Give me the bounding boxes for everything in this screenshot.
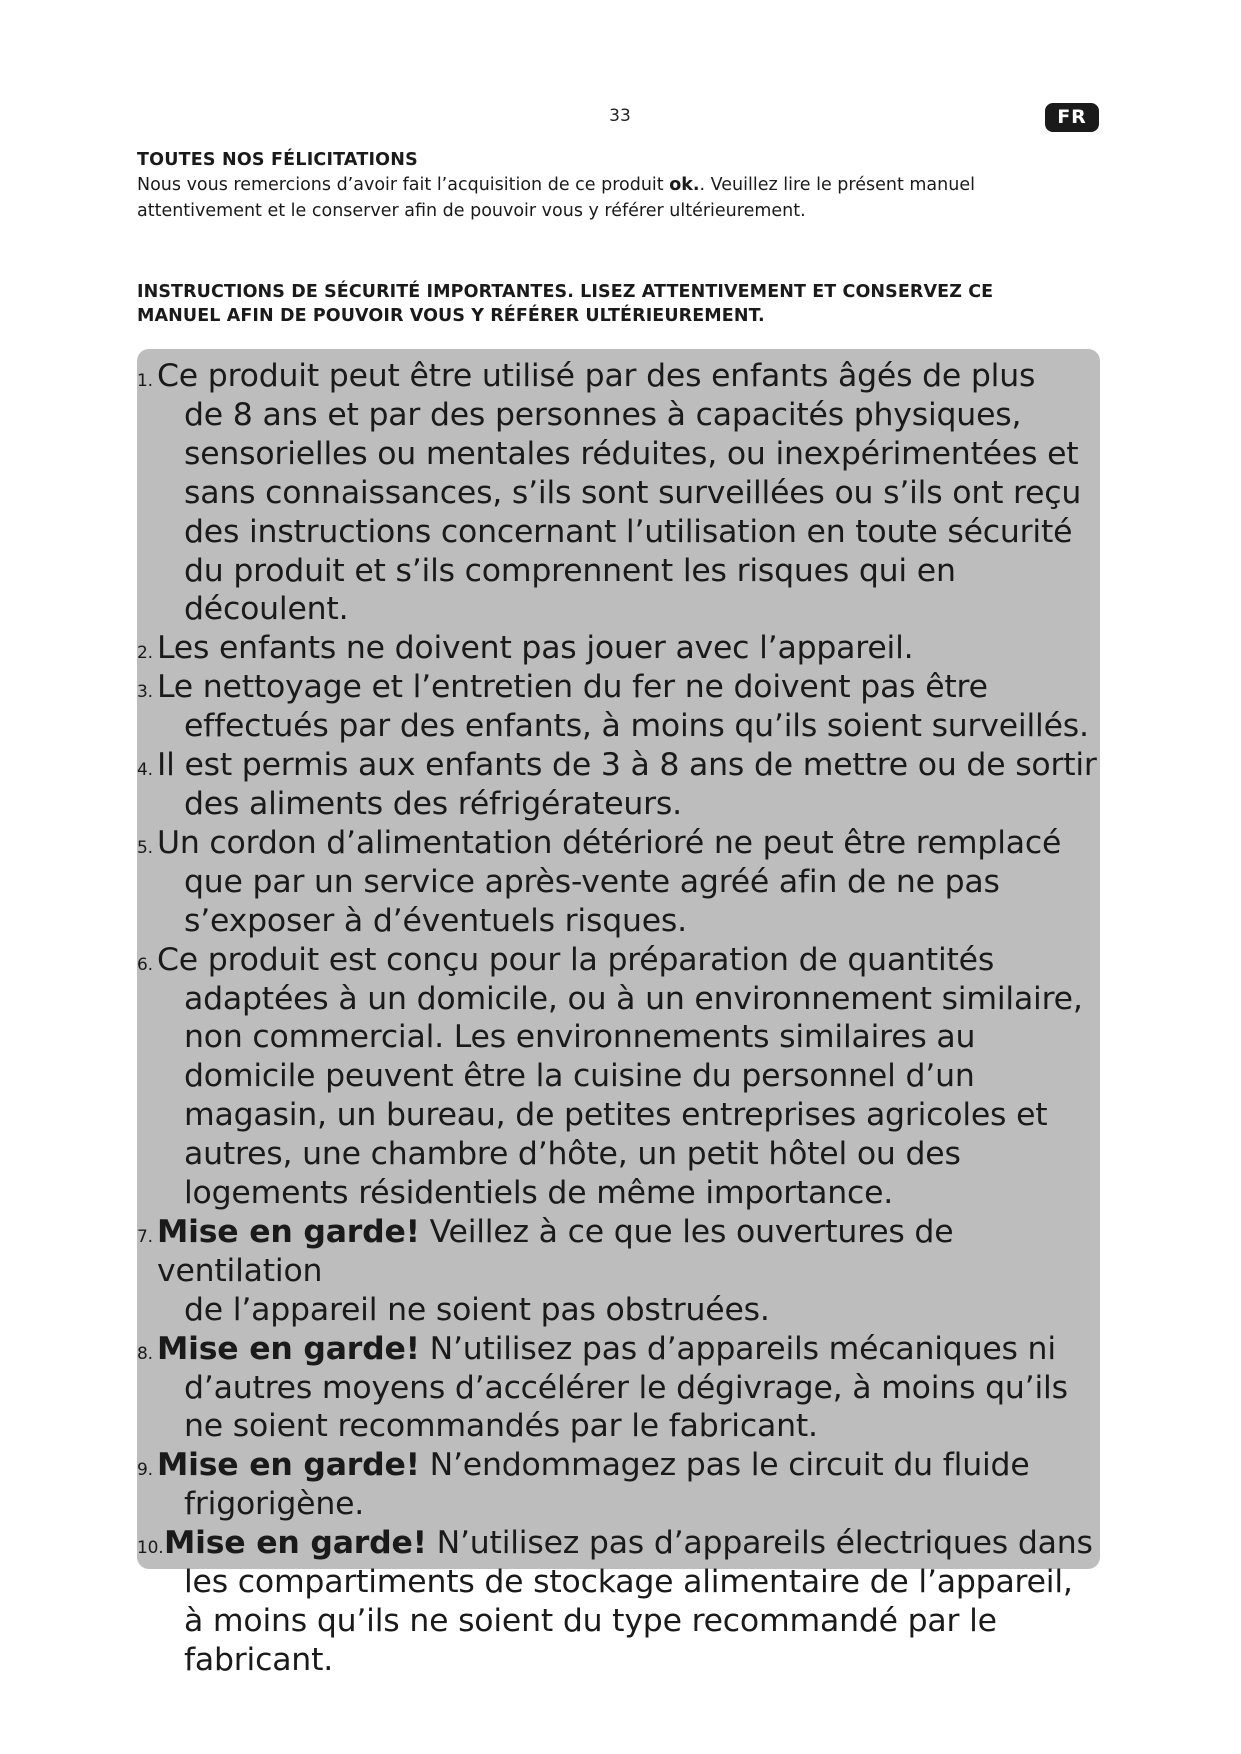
language-badge: FR [1045,103,1099,132]
item-first-line [157,1446,1100,1485]
item-warning: Mise en garde! [157,1330,420,1367]
intro-body [137,172,1097,224]
page-number: 33 [609,106,631,126]
item-text: Veillez à ce que les ouvertures de ventilation [157,1213,954,1289]
item-first-line [157,941,1100,980]
safety-item-5 [137,824,1100,941]
intro-title: TOUTES NOS FÉLICITATIONS [137,150,418,170]
intro-body-before: Nous vous remercions d’avoir fait l’acquisition de ce produit [137,175,670,195]
item-first-line [157,668,1100,707]
intro-body-after: . Veuillez lire le présent manuel attentivement et le conserver afin de pouvoir vous y référer ultérieurement. [137,175,975,221]
safety-item-9 [137,1446,1100,1524]
item-number: 4. [137,760,153,781]
item-continuation: de l’appareil ne soient pas obstruées. [184,1291,770,1328]
item-text: N’endommagez pas le circuit du fluide [419,1447,1030,1484]
item-number: 5. [137,837,153,858]
item-first-line [157,1330,1100,1369]
item-first-line [157,746,1100,785]
safety-item-3 [137,668,1100,746]
safety-heading [137,280,1097,328]
item-number: 10. [137,1538,164,1559]
item-continuation: les compartiments de stockage alimentaire de l’appareil, à moins qu’ils ne soient du type recommandé par le fabricant. [184,1564,1073,1678]
safety-item-10 [137,1524,1100,1680]
safety-heading-line-1: INSTRUCTIONS DE SÉCURITÉ IMPORTANTES. LISEZ ATTENTIVEMENT ET CONSERVEZ CE [137,282,994,302]
item-warning: Mise en garde! [157,1447,420,1484]
item-first-line [157,357,1100,396]
brand-name: ok. [669,175,700,195]
item-number: 3. [137,682,153,703]
item-continuation: de 8 ans et par des personnes à capacités physiques, sensorielles ou mentales réduites, ou inexpérimentées et sans connaissances, s’ils sont surveillées ou s’ils ont reçu des instructions concernant l’utilisation en toute sécurité du produit et s’ils comprennent les risques qui en découlent. [184,396,1082,628]
item-text: Les enfants ne doivent pas jouer avec l’appareil. [157,630,914,667]
item-number: 7. [137,1226,153,1247]
item-text: Il est permis aux enfants de 3 à 8 ans de mettre ou de sortir [157,747,1097,784]
safety-item-2 [137,629,1100,668]
item-continuation: que par un service après-vente agréé afin de ne pas s’exposer à d’éventuels risques. [184,863,1000,939]
item-continuation: effectués par des enfants, à moins qu’ils soient surveillés. [184,708,1089,745]
safety-heading-line-2: MANUEL AFIN DE POUVOIR VOUS Y RÉFÉRER ULTÉRIEUREMENT. [137,306,765,326]
item-first-line [164,1524,1100,1563]
item-continuation: frigorigène. [184,1486,365,1523]
item-first-line [157,629,1100,668]
item-warning: Mise en garde! [157,1213,420,1250]
item-text: Un cordon d’alimentation détérioré ne peut être remplacé [157,824,1062,861]
safety-item-6 [137,941,1100,1213]
item-continuation: adaptées à un domicile, ou à un environnement similaire, non commercial. Les environnements similaires au domicile peuvent être la cuisine du personnel d’un magasin, un bureau, de petites entreprises agricoles et autres, une chambre d’hôte, un petit hôtel ou des logements résidentiels de même importance. [184,980,1083,1212]
item-number: 8. [137,1343,153,1364]
safety-item-8 [137,1330,1100,1447]
item-text: Le nettoyage et l’entretien du fer ne doivent pas être [157,669,988,706]
item-number: 2. [137,643,153,664]
item-continuation: des aliments des réfrigérateurs. [184,785,682,822]
safety-list [137,357,1100,1680]
item-number: 9. [137,1460,153,1481]
item-number: 1. [137,371,153,391]
item-text: Ce produit peut être utilisé par des enfants âgés de plus [157,358,1036,394]
safety-instructions-box [137,349,1100,1678]
safety-item-4 [137,746,1100,824]
item-text: N’utilisez pas d’appareils électriques dans [426,1525,1093,1562]
item-warning: Mise en garde! [164,1525,427,1562]
item-first-line [157,824,1100,863]
intro-section [137,148,1097,224]
item-continuation: d’autres moyens d’accélérer le dégivrage, à moins qu’ils ne soient recommandés par le fabricant. [184,1369,1068,1445]
item-number: 6. [137,954,153,975]
item-first-line [157,1213,1100,1291]
safety-item-7 [137,1213,1100,1330]
item-text: N’utilisez pas d’appareils mécaniques ni [419,1330,1056,1367]
safety-item-1 [137,357,1100,629]
item-text: Ce produit est conçu pour la préparation de quantités [157,941,995,978]
